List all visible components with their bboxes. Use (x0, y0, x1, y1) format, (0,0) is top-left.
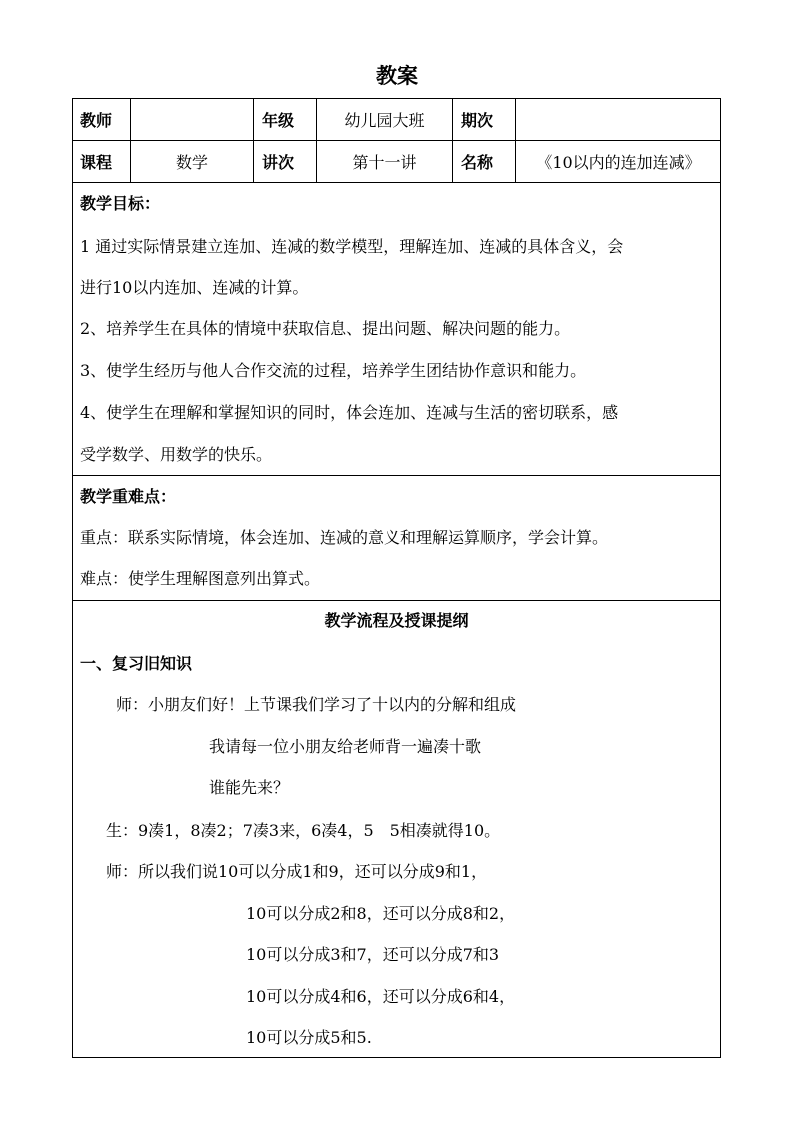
goals-line: 受学数学、用数学的快乐。 (80, 445, 273, 464)
dialogue-line: 10可以分成2和8，还可以分成8和2， (246, 904, 516, 923)
name-value: 《10以内的连加连减》 (536, 152, 701, 172)
section-review-heading: 一、复习旧知识 (80, 654, 193, 673)
grade-label: 年级 (262, 110, 295, 130)
period-label: 期次 (461, 110, 494, 130)
dialogue-line: 我请每一位小朋友给老师背一遍凑十歌 (209, 737, 482, 756)
lecture-label: 讲次 (262, 152, 295, 172)
dialogue-line: 10可以分成3和7，还可以分成7和3 (246, 945, 500, 964)
goals-line: 1 通过实际情景建立连加、连减的数学模型，理解连加、连减的具体含义，会 (80, 237, 624, 256)
goals-line: 2、培养学生在具体的情境中获取信息、提出问题、解决问题的能力。 (80, 319, 571, 338)
document-title: 教案 (376, 63, 418, 88)
row-divider (72, 475, 721, 476)
course-label: 课程 (80, 152, 113, 172)
lecture-value: 第十一讲 (352, 152, 417, 172)
course-value: 数学 (175, 152, 208, 172)
goals-line: 3、使学生经历与他人合作交流的过程，培养学生团结协作意识和能力。 (80, 361, 587, 380)
dialogue-line: 师：小朋友们好！上节课我们学习了十以内的分解和组成 (116, 695, 517, 714)
dialogue-line: 师：所以我们说10可以分成1和9，还可以分成9和1， (106, 862, 488, 881)
keypoints-heading: 教学重难点： (80, 487, 177, 506)
teacher-label: 教师 (80, 110, 113, 130)
dialogue-line: 10可以分成4和6，还可以分成6和4， (246, 987, 516, 1006)
period-value (516, 98, 721, 140)
goals-heading: 教学目标： (80, 194, 161, 213)
keypoint-line: 难点：使学生理解图意列出算式。 (80, 569, 321, 588)
dialogue-line: 生：9凑1，8凑2；7凑3来，6凑4，5 5相凑就得10。 (106, 821, 501, 840)
teacher-value (131, 98, 253, 140)
goals-line: 进行10以内连加、连减的计算。 (80, 278, 309, 297)
dialogue-line: 谁能先来？ (209, 778, 290, 797)
goals-line: 4、使学生在理解和掌握知识的同时，体会连加、连减与生活的密切联系，感 (80, 403, 619, 422)
keypoint-line: 重点：联系实际情境，体会连加、连减的意义和理解运算顺序，学会计算。 (80, 528, 609, 547)
dialogue-line: 10可以分成5和5. (246, 1028, 372, 1047)
grade-value: 幼儿园大班 (344, 110, 425, 130)
row-divider (72, 600, 721, 601)
name-label: 名称 (461, 152, 494, 172)
flow-heading: 教学流程及授课提纲 (324, 611, 469, 630)
row-divider (72, 182, 721, 183)
